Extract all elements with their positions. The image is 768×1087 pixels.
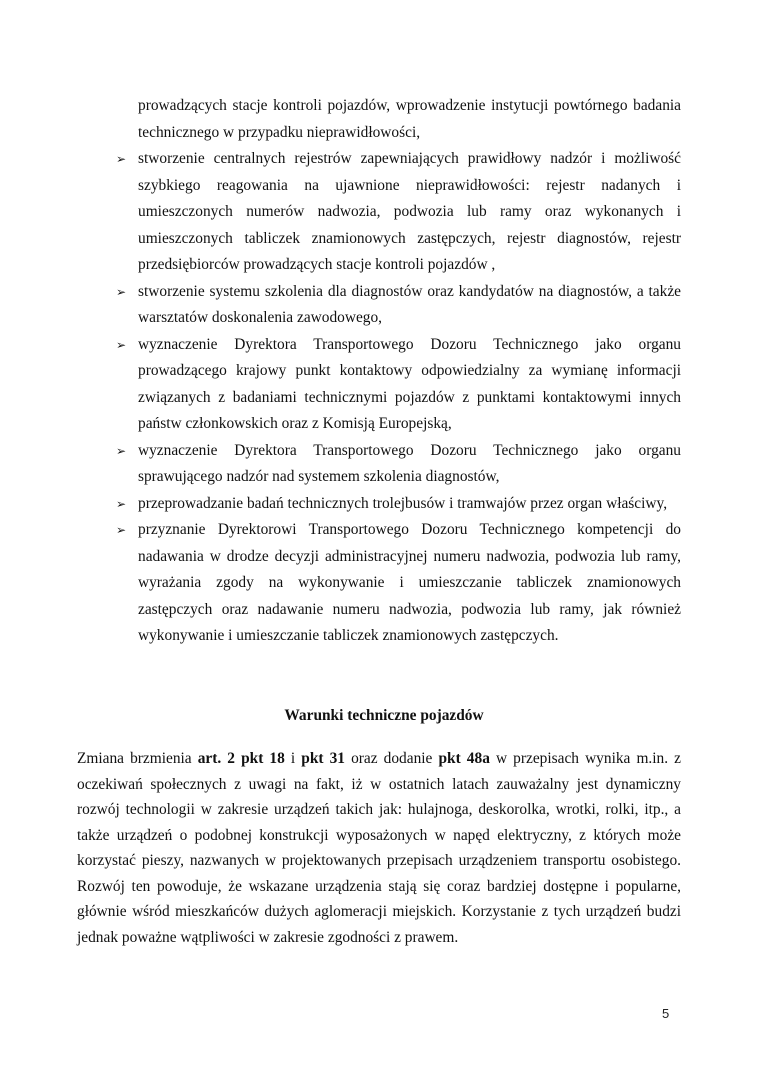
bold-reference: pkt 48a [438, 750, 490, 767]
list-item [116, 279, 681, 332]
bold-reference: art. 2 pkt 18 [197, 750, 285, 767]
bold-reference: pkt 31 [301, 750, 345, 767]
list-item-text: wyznaczenie Dyrektora Transportowego Dozoru Technicznego jako organu prowadzącego krajowy punkt kontaktowy odpowiedzialny za wymianę informacji związanych z badaniami technicznymi pojazdów z punktami kontaktowymi innych państw członkowskich oraz z Komisją Europejską, [138, 335, 681, 432]
bullet-list [116, 93, 681, 650]
arrow-bullet-icon: ➢ [116, 337, 127, 352]
list-item-text: przeprowadzanie badań technicznych trolejbusów i tramwajów przez organ właściwy, [138, 494, 668, 512]
paragraph-text: Zmiana brzmienia [77, 750, 198, 767]
paragraph-text: oraz dodanie [345, 750, 439, 767]
arrow-bullet-icon: ➢ [116, 284, 127, 299]
paragraph-text: w przepisach wynika m.in. z oczekiwań społecznych z uwagi na fakt, iż w ostatnich latach zauważalny jest dynamiczny rozwój technologii w zakresie urządzeń takich jak: hulajnoga, deskorolka, wrotki, rolki, itp., a także urządzeń o podobnej konstrukcji wyposażonych w napęd elektryczny, z których może korzystać pieszy, nazwanych w projektowanych przepisach urządzeniem transportu osobistego. Rozwój ten powoduje, że wskazane urządzenia stają się coraz bardziej dostępne i popularne, głównie wśród mieszkańców dużych aglomeracji miejskich. Korzystanie z tych urządzeń budzi jednak poważne wątpliwości w zakresie zgodności z prawem. [77, 750, 682, 946]
list-item-text: prowadzących stacje kontroli pojazdów, wprowadzenie instytucji powtórnego badania technicznego w przypadku nieprawidłowości, [138, 97, 681, 141]
arrow-bullet-icon: ➢ [116, 496, 127, 511]
list-item [116, 438, 681, 491]
list-item-text: wyznaczenie Dyrektora Transportowego Dozoru Technicznego jako organu sprawującego nadzór nad systemem szkolenia diagnostów, [138, 441, 681, 485]
arrow-bullet-icon: ➢ [116, 152, 127, 166]
list-item [116, 146, 681, 279]
paragraph-text: i [284, 750, 302, 767]
arrow-bullet-icon: ➢ [116, 523, 127, 537]
list-item-text: stworzenie systemu szkolenia dla diagnostów oraz kandydatów na diagnostów, a także warsztatów doskonalenia zawodowego, [138, 282, 681, 326]
list-item-continuation [116, 93, 681, 146]
list-item [116, 491, 681, 518]
list-item [116, 517, 681, 650]
body-paragraph [77, 746, 681, 950]
page-number: 5 [662, 1006, 670, 1021]
list-item-text: przyznanie Dyrektorowi Transportowego Dozoru Technicznego kompetencji do nadawania w drodze decyzji administracyjnej numeru nadwozia, podwozia lub ramy, wyrażania zgody na wykonywanie i umieszczanie tabliczek znamionowych zastępczych oraz nadawanie numeru nadwozia, podwozia lub ramy, jak również wykonywanie i umieszczanie tabliczek znamionowych zastępczych. [138, 521, 681, 644]
list-item-text: stworzenie centralnych rejestrów zapewniających prawidłowy nadzór i możliwość szybkiego reagowania na ujawnione nieprawidłowości: rejestr nadanych i umieszczonych numerów nadwozia, podwozia lub ramy oraz wykonanych i umieszczonych tabliczek znamionowych zastępczych, rejestr diagnostów, rejestr przedsiębiorców prowadzących stacje kontroli pojazdów , [138, 150, 681, 273]
arrow-bullet-icon: ➢ [116, 443, 127, 458]
section-heading: Warunki techniczne pojazdów [284, 707, 484, 724]
list-item [116, 332, 681, 438]
